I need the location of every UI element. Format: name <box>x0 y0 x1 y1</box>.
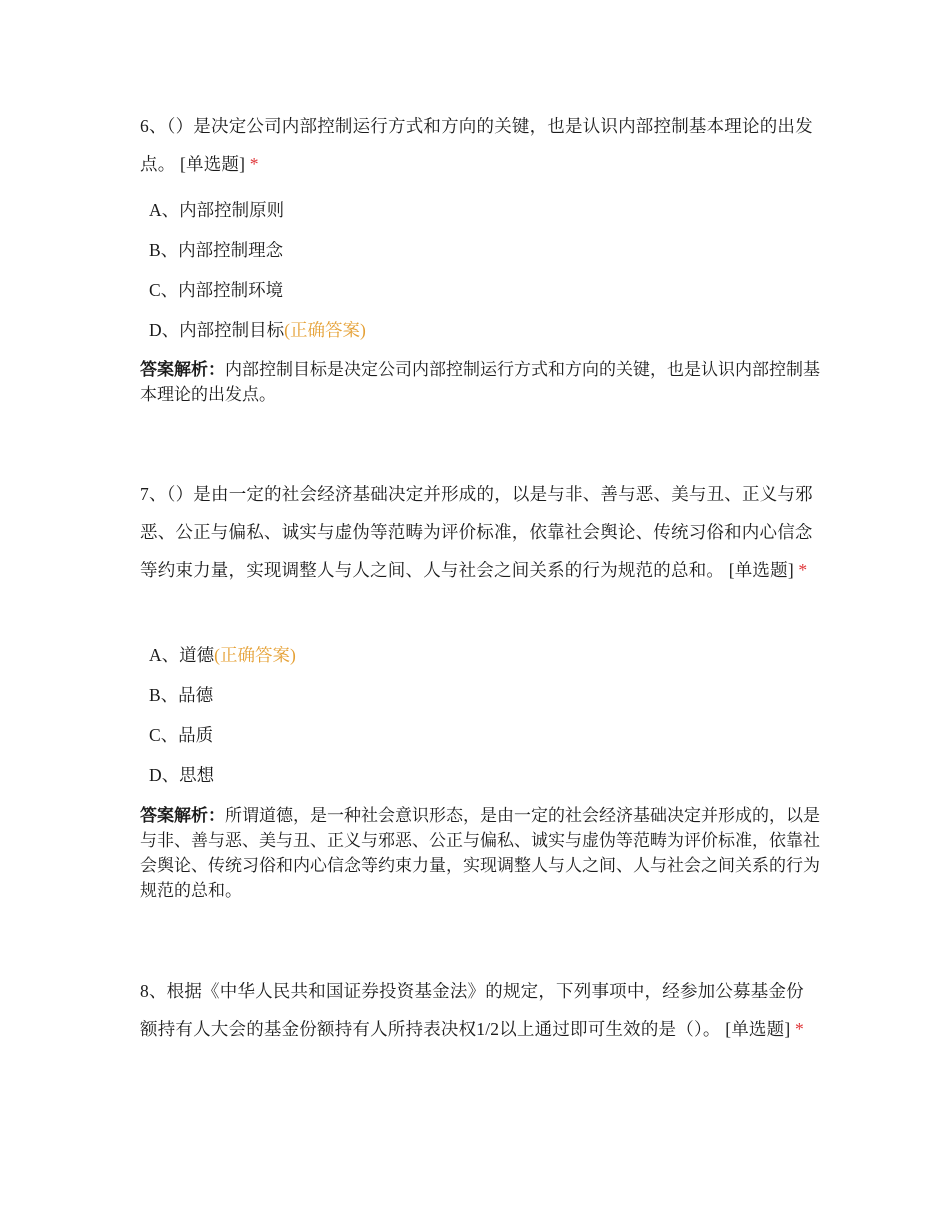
analysis-text: 所谓道德，是一种社会意识形态，是由一定的社会经济基础决定并形成的，以是与非、善与恶、美与丑、正义与邪恶、公正与偏私、诚实与虚伪等范畴为评价标准，依靠社会舆论、传统习俗和内心信念等约束力量，实现调整人与人之间、人与社会之间关系的行为规范的总和。 <box>140 806 820 900</box>
question-7-option-d[interactable] <box>149 763 214 787</box>
correct-answer-marker: (正确答案) <box>284 320 366 340</box>
question-8-text: 8、根据《中华人民共和国证券投资基金法》的规定，下列事项中，经参加公募基金份额持有人大会的基金份额持有人所持表决权1/2以上通过即可生效的是（）。 <box>140 981 804 1039</box>
question-6-type: [单选题] <box>179 154 246 174</box>
question-6-analysis <box>140 357 820 407</box>
correct-answer-marker: (正确答案) <box>214 645 296 665</box>
question-7-stem <box>140 475 815 589</box>
question-6-text: 6、（）是决定公司内部控制运行方式和方向的关键，也是认识内部控制基本理论的出发点。 <box>140 116 813 174</box>
question-6-option-c[interactable] <box>149 278 283 302</box>
analysis-text: 内部控制目标是决定公司内部控制运行方式和方向的关键，也是认识内部控制基本理论的出发点。 <box>140 360 820 404</box>
option-label: D、思想 <box>149 765 215 785</box>
option-label: D、内部控制目标 <box>149 320 285 340</box>
question-7-type: [单选题] <box>728 560 794 580</box>
analysis-label: 答案解析： <box>140 360 225 379</box>
question-7-option-a[interactable] <box>149 643 296 667</box>
question-6-option-a[interactable] <box>149 198 284 222</box>
option-label: C、品质 <box>149 725 214 745</box>
required-marker: * <box>249 154 259 174</box>
option-label: A、道德 <box>149 645 215 665</box>
analysis-label: 答案解析： <box>140 806 225 825</box>
required-marker: * <box>794 1019 804 1039</box>
question-7-option-b[interactable] <box>149 683 213 707</box>
option-label: B、品德 <box>149 685 214 705</box>
option-label: A、内部控制原则 <box>149 200 285 220</box>
required-marker: * <box>798 560 808 580</box>
question-7-option-c[interactable] <box>149 723 213 747</box>
question-6-option-d[interactable] <box>149 318 366 342</box>
question-8-stem <box>140 972 815 1048</box>
question-7-analysis <box>140 803 820 903</box>
question-6-stem <box>140 107 815 183</box>
question-7-text: 7、（）是由一定的社会经济基础决定并形成的，以是与非、善与恶、美与丑、正义与邪恶、公正与偏私、诚实与虚伪等范畴为评价标准，依靠社会舆论、传统习俗和内心信念等约束力量，实现调整人与人之间、人与社会之间关系的行为规范的总和。 <box>140 484 813 580</box>
option-label: B、内部控制理念 <box>149 240 284 260</box>
option-label: C、内部控制环境 <box>149 280 284 300</box>
question-8-type: [单选题] <box>725 1019 791 1039</box>
question-6-option-b[interactable] <box>149 238 283 262</box>
